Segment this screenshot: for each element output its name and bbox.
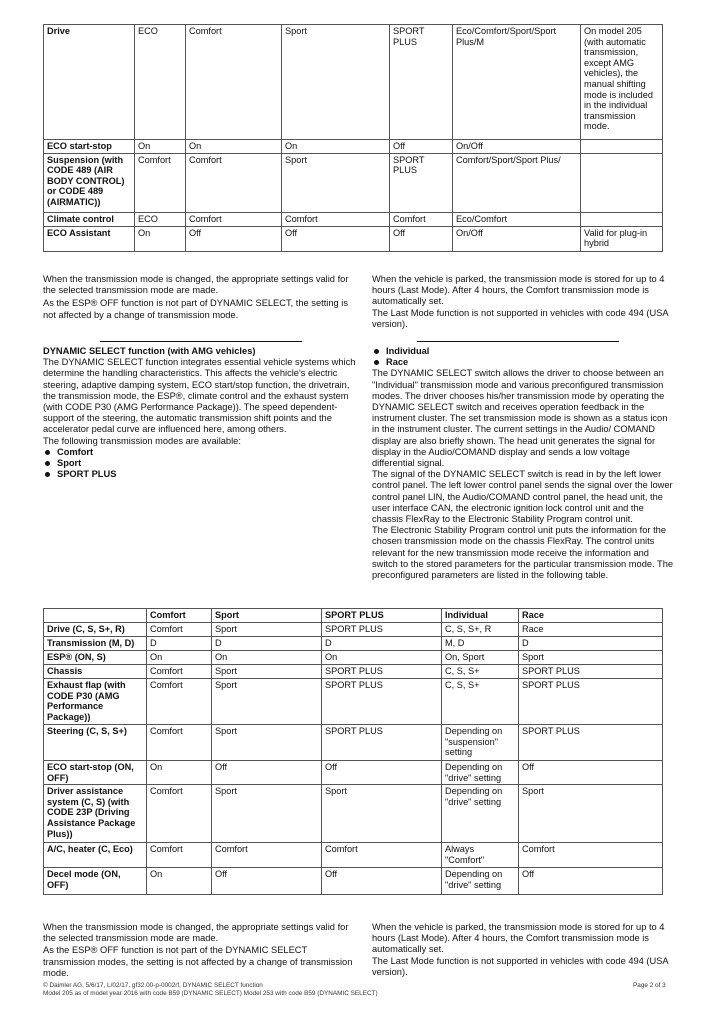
note-left-top [43,274,355,321]
modes-list-right [372,346,674,368]
row-label: ECO start-stop (ON, OFF) [44,761,147,785]
table-row [44,153,663,212]
preconfigured-parameters-table [43,608,663,895]
table-cell: Off [212,868,322,895]
table-cell: Sport [212,623,322,637]
table-cell: On/Off [453,140,581,154]
footer-line-2: Model 205 as of model year 2016 with code B59 (DYNAMIC SELECT) Model 253 with code B59 (DYNAMIC SELECT) [43,989,378,997]
table-row [44,637,663,651]
table-cell: Eco/Comfort/Sport/Sport Plus/M [453,25,581,140]
table-cell: Depending on "drive" setting [442,761,519,785]
table-cell: SPORT PLUS [322,665,442,679]
column-header [44,609,147,623]
table-cell: ECO [135,25,186,140]
column-header: Comfort [147,609,212,623]
switch-body-3: The Electronic Stability Program control unit puts the information for the chosen transmission mode on the chassis FlexRay. The control units relevant for the new transmission mode receive the information and switch to the stored parameters for the particular transmission mode. The preconfigured parameters are listed in the following table. [372,525,674,581]
table-cell: Comfort [390,212,453,226]
table-row [44,665,663,679]
column-header: Race [519,609,663,623]
table-cell: SPORT PLUS [390,153,453,212]
row-label: Steering (C, S, S+) [44,725,147,761]
table-cell: C, S, S+, R [442,623,519,637]
table-row [44,868,663,895]
table-cell: Comfort [322,843,442,868]
table-cell: SPORT PLUS [519,665,663,679]
column-header: Individual [442,609,519,623]
table-cell: Sport [282,25,390,140]
table-cell: Off [519,868,663,895]
table-cell: Off [322,868,442,895]
column-header: SPORT PLUS [322,609,442,623]
row-label: Drive [44,25,135,140]
table-row [44,212,663,226]
table-row [44,651,663,665]
row-label: ECO start-stop [44,140,135,154]
table-cell: Comfort [147,665,212,679]
note-settings-valid: When the transmission mode is changed, the appropriate settings valid for the selected transmission mode are made. [43,922,349,944]
table-row [44,226,663,251]
note-settings-valid: When the transmission mode is changed, the appropriate settings valid for the selected transmission mode are made. [43,274,349,296]
mode-item: Comfort [43,447,358,458]
table-cell: On [135,226,186,251]
row-label: Climate control [44,212,135,226]
row-label: ECO Assistant [44,226,135,251]
table-cell: Comfort [147,725,212,761]
table-cell: On [282,140,390,154]
table-cell: On [322,651,442,665]
table-cell: On [212,651,322,665]
table-cell: Sport [519,651,663,665]
table-cell: On model 205 (with automatic transmission, except AMG vehicles), the manual shifting mode is included in the individual transmission mode. [581,25,663,140]
table-cell: C, S, S+ [442,665,519,679]
row-label: Transmission (M, D) [44,637,147,651]
mode-item: SPORT PLUS [43,469,358,480]
table-cell: Sport [212,665,322,679]
table-cell: D [519,637,663,651]
table-cell [581,212,663,226]
table-cell: On [147,761,212,785]
table-cell: Comfort [282,212,390,226]
table-cell: SPORT PLUS [322,679,442,725]
table-cell: SPORT PLUS [390,25,453,140]
table-cell: On [147,868,212,895]
table-row [44,140,663,154]
table-row [44,679,663,725]
table-cell: Off [519,761,663,785]
row-label: Drive (C, S, S+, R) [44,623,147,637]
table-cell: Comfort [147,843,212,868]
table-cell: Sport [282,153,390,212]
table-cell: On/Off [453,226,581,251]
table-cell: Valid for plug-in hybrid [581,226,663,251]
table-cell: SPORT PLUS [322,725,442,761]
table-cell [581,153,663,212]
table-cell: Sport [212,785,322,843]
table-cell: Always "Comfort" [442,843,519,868]
row-label: Suspension (with CODE 489 (AIR BODY CONTROL) or CODE 489 (AIRMATIC)) [44,153,135,212]
table-cell: Sport [212,725,322,761]
table-cell: Depending on "drive" setting [442,868,519,895]
table-cell: Race [519,623,663,637]
table-cell: D [212,637,322,651]
table-cell: On [135,140,186,154]
table-cell: Comfort [186,25,282,140]
table-cell: Comfort [135,153,186,212]
table-cell: ECO [135,212,186,226]
switch-body-2: The signal of the DYNAMIC SELECT switch is read in by the left lower control panel. The left lower control panel sends the signal over the lower control panel LIN, the Audio/COMAND control panel, the head unit, the user interface CAN, the electronic ignition lock control unit and the chassis FlexRay to the Electronic Stability Program control unit. [372,469,673,525]
row-label: Chassis [44,665,147,679]
table-cell: C, S, S+ [442,679,519,725]
table-cell: Comfort [212,843,322,868]
note-right-top [372,274,672,330]
table-cell: Eco/Comfort [453,212,581,226]
table-cell: Off [322,761,442,785]
table-cell: Depending on "drive" setting [442,785,519,843]
table-row [44,785,663,843]
table-cell: Sport [322,785,442,843]
switch-body-1: The DYNAMIC SELECT switch allows the driver to choose between an "Individual" transmission mode and various preconfigured transmission modes. The driver chooses his/her transmission mode by operating the DYNAMIC SELECT switch and receives operation feedback in the instrument cluster. The set transmission mode is shown as a status icon in the instrument cluster. The current settings in the Audio/ COMAND display are also briefly shown. The head unit generates the signal for display in the Audio/COMAND display and sends a low voltage differential signal. [372,368,668,469]
note-last-mode: When the vehicle is parked, the transmission mode is stored for up to 4 hours (Last Mode). After 4 hours, the Comfort transmission mode is automatically set. [372,922,665,955]
row-label: ESP® (ON, S) [44,651,147,665]
row-label: Driver assistance system (C, S) (with CODE 23P (Driving Assistance Package Plus)) [44,785,147,843]
mode-settings-table [43,24,663,252]
switch-section [372,346,674,581]
note-right-bottom [372,922,672,978]
table-row [44,761,663,785]
table-cell: D [147,637,212,651]
table-cell: Off [212,761,322,785]
table-cell: On [147,651,212,665]
table-cell [581,140,663,154]
table-row [44,843,663,868]
table-cell: SPORT PLUS [519,725,663,761]
row-label: Decel mode (ON, OFF) [44,868,147,895]
table-header-row [44,609,663,623]
table-row [44,725,663,761]
table-cell: On [186,140,282,154]
page-number: Page 2 of 3 [633,982,666,989]
table-cell: M, D [442,637,519,651]
mode-item: Sport [43,458,358,469]
note-last-mode: When the vehicle is parked, the transmission mode is stored for up to 4 hours (Last Mode). After 4 hours, the Comfort transmission mode is automatically set. [372,274,665,307]
table-cell: D [322,637,442,651]
table-cell: On, Sport [442,651,519,665]
note-left-bottom [43,922,355,979]
table-cell: Comfort [186,212,282,226]
table-cell: Comfort [519,843,663,868]
table-cell: Comfort [147,679,212,725]
table-cell: Sport [212,679,322,725]
section-body: The DYNAMIC SELECT function integrates essential vehicle systems which determine the handling characteristics. This affects the vehicle's electric steering, adaptive damping system, ECO start/stop function, the drivetrain, the transmission mode, the ESP®, climate control and the exhaust system (with CODE P30 (AMG Performance Package)). The speed dependent-support of the steering, the automatic transmission shift points and the accelerator pedal curve are influenced here, among others. [43,357,356,435]
modes-list-left [43,447,358,481]
section-heading: DYNAMIC SELECT function (with AMG vehicles) [43,346,256,356]
modes-intro: The following transmission modes are available: [43,435,241,446]
table-cell: Sport [519,785,663,843]
column-header: Sport [212,609,322,623]
amg-section [43,346,358,480]
row-label: Exhaust flap (with CODE P30 (AMG Performance Package)) [44,679,147,725]
note-code-494: The Last Mode function is not supported in vehicles with code 494 (USA version). [372,955,669,977]
table-cell: Off [186,226,282,251]
note-code-494: The Last Mode function is not supported in vehicles with code 494 (USA version). [372,307,669,329]
note-esp-off: As the ESP® OFF function is not part of DYNAMIC SELECT, the setting is not affected by a change of transmission mode. [43,298,348,320]
divider-left [100,341,302,342]
table-cell: Off [282,226,390,251]
footer-copyright [43,982,603,998]
mode-item: Race [372,357,674,368]
table-cell: SPORT PLUS [519,679,663,725]
table-row [44,623,663,637]
table-cell: Comfort [147,785,212,843]
table-cell: Depending on "suspension" setting [442,725,519,761]
table-cell: Comfort/Sport/Sport Plus/ [453,153,581,212]
table-cell: Comfort [147,623,212,637]
table-cell: Comfort [186,153,282,212]
note-esp-off: As the ESP® OFF function is not part of the DYNAMIC SELECT transmission modes, the setting is not affected by a change of transmission mode. [43,945,353,978]
table-cell: Off [390,140,453,154]
mode-item: Individual [372,346,674,357]
table-cell: SPORT PLUS [322,623,442,637]
row-label: A/C, heater (C, Eco) [44,843,147,868]
table-cell: Off [390,226,453,251]
table-row [44,25,663,140]
footer-line-1: © Daimler AG, 5/6/17, L/02/17, gf32.00-p-0002rf, DYNAMIC SELECT function [43,982,263,989]
divider-right [417,341,619,342]
